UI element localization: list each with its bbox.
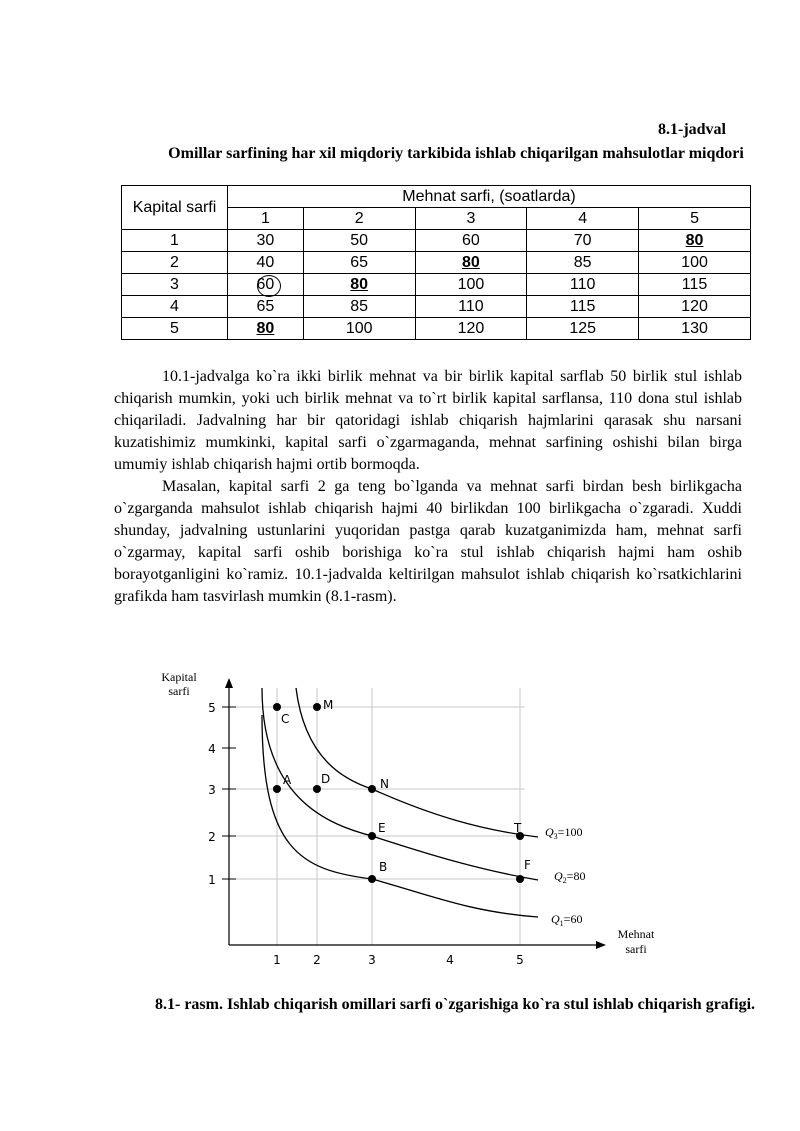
table-cell: 110 [415,296,527,318]
col-header: 5 [639,208,751,230]
table-cell-highlighted: 80 [639,230,751,252]
table-cell: 65 [228,296,304,318]
table-cell-circled: 60 [228,274,304,296]
data-point [313,785,321,793]
data-point [273,703,281,711]
data-point [368,832,376,840]
point-label: T [514,821,522,835]
row-label: 3 [122,274,228,296]
series-label: $Q_2=80$ [554,869,586,885]
isoquant-curve-1 [262,715,538,917]
series-label: $Q_1=60$ [551,912,583,928]
row-label: 2 [122,252,228,274]
col-header: 2 [303,208,415,230]
table-cell: 65 [303,252,415,274]
data-point [313,703,321,711]
col-header: 3 [415,208,527,230]
table-cell: 120 [639,296,751,318]
table-cell-highlighted: 80 [228,318,304,340]
data-point [273,785,281,793]
data-point [516,875,524,883]
point-label: C [281,712,290,726]
x-axis-label: Mehnat [617,927,655,941]
x-axis-arrow [596,941,606,949]
table-cell-highlighted: 80 [303,274,415,296]
series-label: $Q_3=100$ [545,825,583,841]
table-number: 8.1-jadval [658,121,726,138]
point-label: A [283,773,292,787]
col-header: 1 [228,208,304,230]
y-tick-label: 1 [208,873,216,887]
paragraph: 10.1-jadvalga ko`ra ikki birlik mehnat va bir birlik kapital sarflab 50 birlik stul ishlab chiqarish mumkin, yoki uch birlik mehnat va to`rt birlik kapital sarflansa, 110 dona stul ishlab chiqariladi. Jadvalning har bir qatoridagi ishlab chiqarish hajmlarini qarasak shu narsani kuzatishimiz mumkinki, kapital sarfi o`zgarmaganda, mehnat sarfining oshishi bilan birga umumiy ishlab chiqarish hajmi ortib bormoqda. [114,368,742,473]
point-label: D [321,772,331,786]
table-cell: 70 [527,230,639,252]
row-label: 5 [122,318,228,340]
y-axis-label: sarfi [168,684,190,698]
table-cell-highlighted: 80 [415,252,527,274]
figure-caption: 8.1- rasm. Ishlab chiqarish omillari sarfi o`zgarishiga ko`ra stul ishlab chiqarish grafigi. [154,996,756,1013]
x-axis-label: sarfi [625,942,647,956]
table-cell: 115 [527,296,639,318]
table-cell: 100 [415,274,527,296]
point-label: F [524,858,531,872]
y-tick-label: 3 [208,783,216,797]
table-cell: 125 [527,318,639,340]
x-tick-label: 1 [273,953,281,967]
y-tick-label: 5 [208,701,216,715]
table-cell: 85 [527,252,639,274]
paragraph: Masalan, kapital sarfi 2 ga teng bo`lganda va mehnat sarfi birdan besh birlikgacha o`zgarganda mahsulot ishlab chiqarish hajmi 40 birlikdan 100 birlikgacha o`zgaradi. Xuddi shunday, jadvalning ustunlarini yuqoridan pastga qarab kuzatganimizda ham, mehnat sarfi o`zgarmay, kapital sarfi oshib borishiga ko`ra stul ishlab chiqarish hajmi ham oshib borayotganligini ko`ramiz. 10.1-jadvalda keltirilgan mahsulot ishlab chiqarish ko`rsatkichlarini grafikda ham tasvirlash mumkin (8.1-rasm). [114,478,742,605]
table-cell: 130 [639,318,751,340]
row-label: 4 [122,296,228,318]
point-label: E [378,821,386,835]
point-label: B [379,860,388,874]
table-title: Omillar sarfining har xil miqdoriy tarkibida ishlab chiqarilgan mahsulotlar miqdori [168,145,744,162]
y-tick-label: 2 [208,830,216,844]
table-cell: 50 [303,230,415,252]
data-point [368,875,376,883]
table-cell: 120 [415,318,527,340]
table-cell: 115 [639,274,751,296]
x-tick-label: 2 [313,953,321,967]
isoquant-curve-2 [262,688,538,880]
group-header: Mehnat sarfi, (soatlarda) [228,186,751,208]
table-cell: 40 [228,252,304,274]
x-tick-label: 3 [368,953,376,967]
corner-header: Kapital sarfi [122,186,228,230]
x-tick-label: 5 [516,953,524,967]
point-label: M [323,698,334,712]
y-tick-label: 4 [208,742,216,756]
table-cell: 100 [303,318,415,340]
data-point [368,785,376,793]
table-cell: 30 [228,230,304,252]
table-cell: 60 [415,230,527,252]
y-axis-arrow [225,678,233,688]
point-label: N [380,777,389,791]
col-header: 4 [527,208,639,230]
y-axis-label: Kapital [161,670,197,684]
row-label: 1 [122,230,228,252]
table-cell: 100 [639,252,751,274]
table-cell: 110 [527,274,639,296]
table-cell: 85 [303,296,415,318]
x-tick-label: 4 [446,953,454,967]
